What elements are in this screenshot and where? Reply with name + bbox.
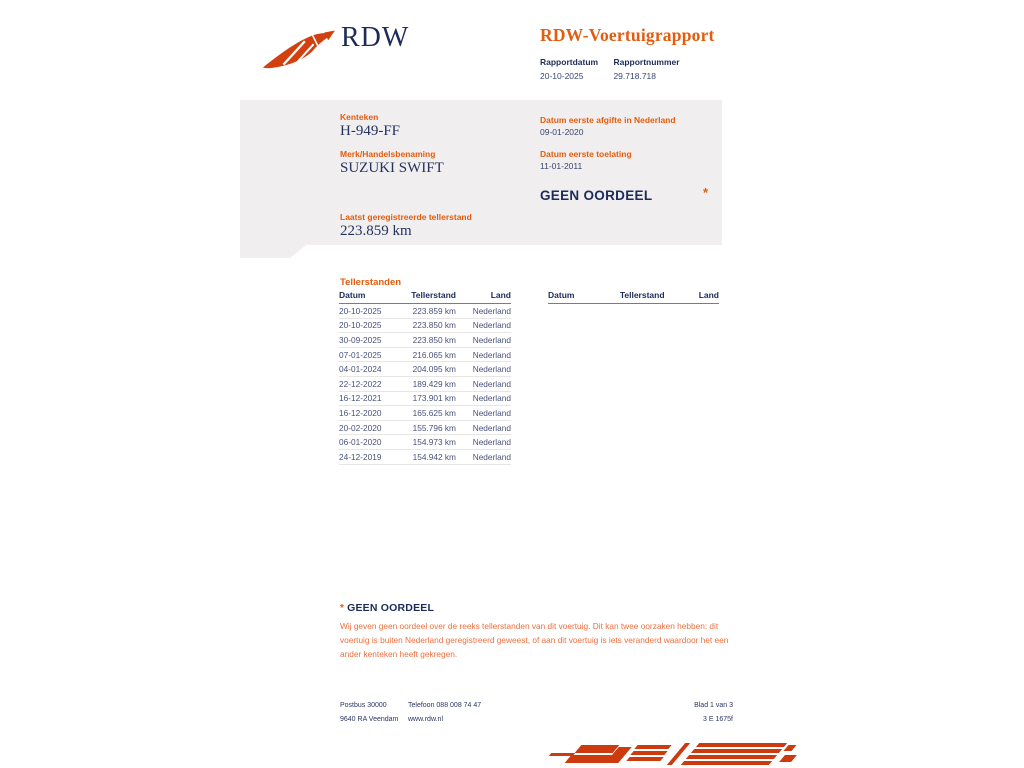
kenteken-label: Kenteken xyxy=(340,112,379,122)
report-title: RDW-Voertuigrapport xyxy=(540,25,715,45)
table-cell: 154.942 km xyxy=(411,449,456,464)
footer-page-info xyxy=(633,699,733,727)
oordeel-asterisk: * xyxy=(703,185,709,200)
table-header xyxy=(548,290,719,304)
table-row xyxy=(339,435,511,450)
table-cell: Nederland xyxy=(456,347,511,362)
footer-speed-stripes-graphic xyxy=(548,741,798,768)
table-row xyxy=(339,376,511,391)
table-row xyxy=(339,318,511,333)
footer-page-indicator: Blad 1 van 3 xyxy=(694,702,733,709)
footnote-asterisk: * xyxy=(340,603,345,614)
table-cell: 07-01-2025 xyxy=(339,347,411,362)
table-cell: 216.065 km xyxy=(411,347,456,362)
rdw-logo xyxy=(262,22,410,70)
table-cell: Nederland xyxy=(456,362,511,377)
footer-website: www.rdw.nl xyxy=(408,716,444,723)
table-cell: 155.796 km xyxy=(411,420,456,435)
col-tellerstand: Tellerstand xyxy=(620,290,664,304)
table-cell: 16-12-2021 xyxy=(339,391,411,406)
table-cell: Nederland xyxy=(456,304,511,319)
table-row xyxy=(339,406,511,421)
footnote xyxy=(340,602,734,661)
table-cell: 154.973 km xyxy=(411,435,456,450)
merk-value: SUZUKI SWIFT xyxy=(340,160,444,176)
table-cell: 204.095 km xyxy=(411,362,456,377)
table-cell: 30-09-2025 xyxy=(339,333,411,348)
table-row xyxy=(339,391,511,406)
table-row xyxy=(339,449,511,464)
table-cell: 165.625 km xyxy=(411,406,456,421)
table-cell: 24-12-2019 xyxy=(339,449,411,464)
afgifte-label: Datum eerste afgifte in Nederland xyxy=(540,115,676,125)
table-cell: 20-10-2025 xyxy=(339,318,411,333)
table-cell: Nederland xyxy=(456,391,511,406)
table-row xyxy=(339,304,511,319)
table-cell: Nederland xyxy=(456,318,511,333)
table-cell: 04-01-2024 xyxy=(339,362,411,377)
toelating-label: Datum eerste toelating xyxy=(540,149,632,159)
table-cell: 223.859 km xyxy=(411,304,456,319)
oordeel-value: GEEN OORDEEL xyxy=(540,188,653,203)
footer-address-line2: 9640 RA Veendam xyxy=(340,716,399,723)
col-datum: Datum xyxy=(548,290,620,304)
table-cell: 173.901 km xyxy=(411,391,456,406)
table-cell: Nederland xyxy=(456,449,511,464)
report-meta xyxy=(540,57,694,81)
table-cell: Nederland xyxy=(456,406,511,421)
rapportdatum-label: Rapportdatum xyxy=(540,57,599,67)
table-cell: 16-12-2020 xyxy=(339,406,411,421)
rapportnummer-value: 29.718.718 xyxy=(613,71,656,81)
col-datum: Datum xyxy=(339,290,411,304)
footer-form-code: 3 E 1675f xyxy=(703,716,733,723)
footer-phone: Telefoon 088 008 74 47 xyxy=(408,702,482,709)
table-header xyxy=(339,290,511,304)
table-cell: 22-12-2022 xyxy=(339,376,411,391)
table-row xyxy=(339,362,511,377)
toelating-value: 11-01-2011 xyxy=(540,161,583,171)
rapportdatum-block xyxy=(540,57,599,81)
tellerstanden-table-left xyxy=(339,290,511,465)
table-cell: 223.850 km xyxy=(411,318,456,333)
table-cell: 223.850 km xyxy=(411,333,456,348)
col-land: Land xyxy=(664,290,719,304)
table-cell: Nederland xyxy=(456,435,511,450)
rapportnummer-label: Rapportnummer xyxy=(613,57,680,67)
table-cell: 06-01-2020 xyxy=(339,435,411,450)
merk-label: Merk/Handelsbenaming xyxy=(340,149,436,159)
footnote-title xyxy=(340,602,734,614)
tellerstanden-table-right xyxy=(548,290,719,304)
footer-address-line1: Postbus 30000 xyxy=(340,702,387,709)
rdw-logo-text: RDW xyxy=(341,22,410,53)
table-cell: 189.429 km xyxy=(411,376,456,391)
table-row xyxy=(339,420,511,435)
tellerstand-label: Laatst geregistreerde tellerstand xyxy=(340,212,472,222)
rapportdatum-value: 20-10-2025 xyxy=(540,71,584,81)
table-row xyxy=(339,333,511,348)
vehicle-summary-box-tab xyxy=(240,245,306,258)
rapportnummer-block xyxy=(613,57,679,81)
table-row xyxy=(339,347,511,362)
afgifte-value: 09-01-2020 xyxy=(540,127,584,137)
table-cell: Nederland xyxy=(456,376,511,391)
tellerstand-value: 223.859 km xyxy=(340,223,412,239)
footer-contact xyxy=(408,699,481,727)
table-cell: 20-10-2025 xyxy=(339,304,411,319)
tellerstanden-title: Tellerstanden xyxy=(340,277,402,288)
footnote-text: Wij geven geen oordeel over de reeks tellerstanden van dit voertuig. Dit kan twee oorzaken hebben: dit voertuig is buiten Nederland geregistreerd geweest, of aan dit voertuig is iets veranderd waardoor het een ander kenteken heeft gekregen. xyxy=(340,621,729,659)
rdw-feather-icon xyxy=(262,30,336,70)
footnote-title-text: GEEN OORDEEL xyxy=(347,602,435,614)
footer-address xyxy=(340,699,398,727)
kenteken-value: H-949-FF xyxy=(340,123,401,139)
table-cell: Nederland xyxy=(456,420,511,435)
table-cell: 20-02-2020 xyxy=(339,420,411,435)
col-land: Land xyxy=(456,290,511,304)
col-tellerstand: Tellerstand xyxy=(411,290,456,304)
table-cell: Nederland xyxy=(456,333,511,348)
